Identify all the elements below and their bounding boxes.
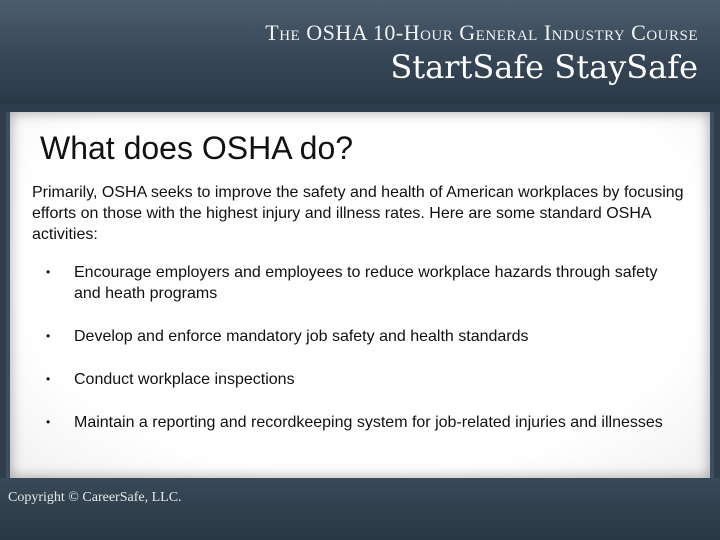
list-item-text: Develop and enforce mandatory job safety and health standards (74, 328, 529, 345)
list-item-text: Encourage employers and employees to reduce workplace hazards through safety and heath programs (74, 264, 658, 302)
bullet-icon: • (46, 329, 51, 343)
copyright-text: Copyright © CareerSafe, LLC. (8, 490, 182, 505)
slide-header (0, 0, 720, 104)
slide-title: What does OSHA do? (40, 130, 354, 166)
content-panel (6, 112, 714, 478)
list-item (32, 262, 672, 304)
course-title: The OSHA 10-Hour General Industry Course (265, 20, 698, 45)
list-item (32, 369, 672, 390)
bullet-icon: • (46, 415, 51, 429)
slide-footer (0, 478, 720, 540)
intro-paragraph: Primarily, OSHA seeks to improve the safety and health of American workplaces by focusing efforts on those with the highest injury and illness rates. Here are some standard OSHA activities: (32, 184, 684, 243)
list-item (32, 326, 672, 347)
list-item-text: Maintain a reporting and recordkeeping system for job-related injuries and illnesses (74, 414, 663, 431)
list-item (32, 412, 672, 433)
brand-logo-text: StartSafe StaySafe (390, 48, 698, 86)
list-item-text: Conduct workplace inspections (74, 371, 295, 388)
activity-list (32, 262, 672, 455)
bullet-icon: • (46, 265, 51, 279)
bullet-icon: • (46, 372, 51, 386)
